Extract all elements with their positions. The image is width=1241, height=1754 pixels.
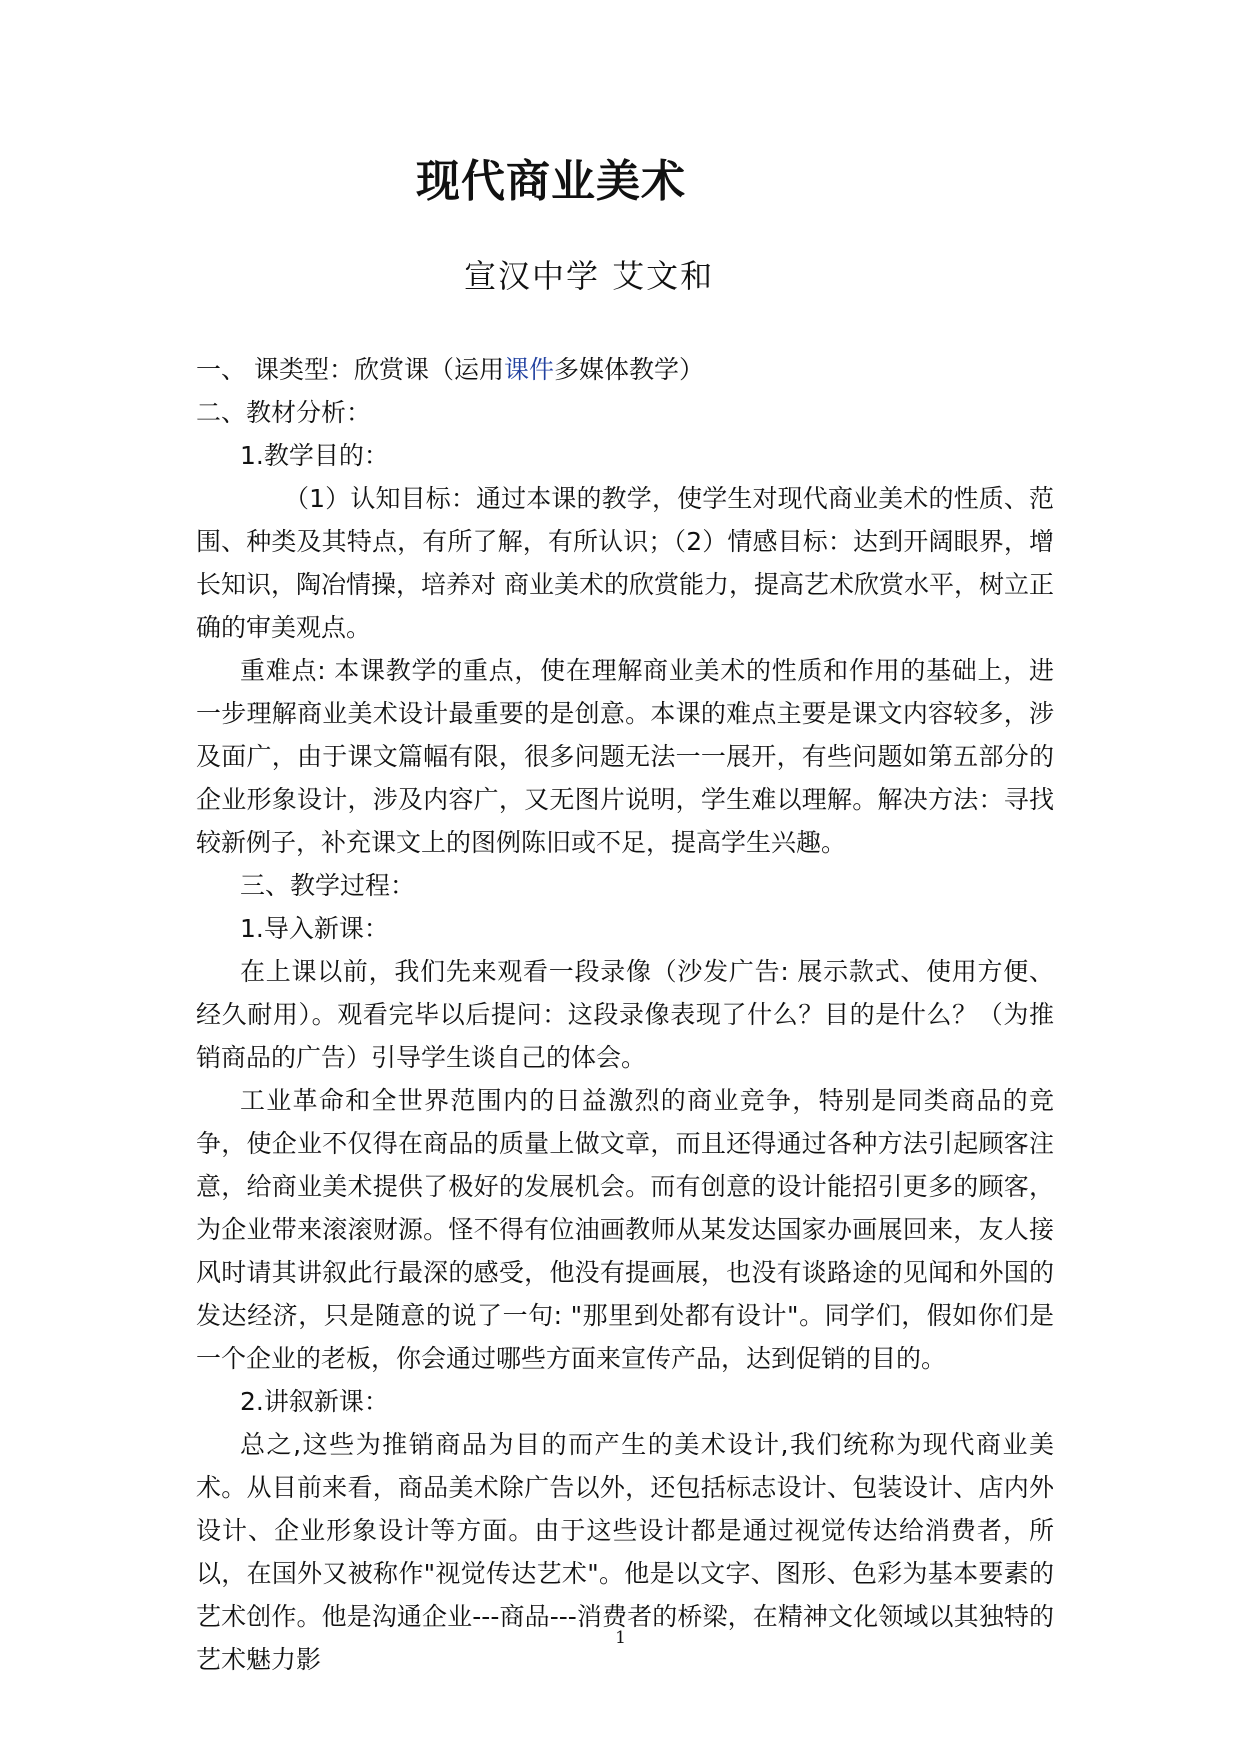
author-line: 宣汉中学 艾文和	[464, 257, 715, 295]
course-type-suffix: 多媒体教学）	[553, 355, 704, 384]
paragraph-industrial-revolution: 工业革命和全世界范围内的日益激烈的商业竞争，特别是同类商品的竞争，使企业不仅得在商品的质量上做文章，而且还得通过各种方法引起顾客注意，给商业美术提供了极好的发展机会。而有创意的设计能招引更多的顾客，为企业带来滚滚财源。怪不得有位油画教师从某发达国家办画展回来，友人接风时请其讲叙此行最深的感受，他没有提画展，也没有谈路途的见闻和外国的发达经济，只是随意的说了一句: "那里到处都有设计"。同学们，假如你们是一个企业的老板，你会通过哪些方面来宣传产品，达到促销的目的。	[196, 1086, 1054, 1373]
courseware-link[interactable]: 课件	[503, 355, 554, 384]
page-number: 1	[615, 1628, 626, 1648]
paragraph-goals: （1）认知目标：通过本课的教学，使学生对现代商业美术的性质、范围、种类及其特点，有所了解，有所认识；（2）情感目标：达到开阔眼界，增长知识，陶冶情操，培养对 商业美术的欣赏能力，提高艺术欣赏水平，树立正确的审美观点。	[196, 484, 1054, 642]
document-title: 现代商业美术	[416, 156, 686, 207]
document-body	[196, 348, 1054, 1681]
subsection-introduction: 1.导入新课：	[240, 914, 389, 943]
section-teaching-process: 三、教学过程：	[240, 871, 416, 900]
section-course-type	[196, 348, 1054, 391]
subsection-new-lesson: 2.讲叙新课：	[240, 1387, 389, 1416]
paragraph-video-intro: 在上课以前，我们先来观看一段录像（沙发广告: 展示款式、使用方便、经久耐用）。观看完毕以后提问：这段录像表现了什么？目的是什么？（为推销商品的广告）引导学生谈自己的体会。	[196, 957, 1054, 1072]
course-type-prefix: 一、 课类型：欣赏课（运用	[196, 355, 504, 384]
paragraph-summary: 总之,这些为推销商品为目的而产生的美术设计,我们统称为现代商业美术。从目前来看，商品美术除广告以外，还包括标志设计、包装设计、店内外设计、企业形象设计等方面。由于这些设计都是通过视觉传达给消费者，所以，在国外又被称作"视觉传达艺术"。他是以文字、图形、色彩为基本要素的艺术创作。他是沟通企业---商品---消费者的桥梁，在精神文化领域以其独特的艺术魅力影	[196, 1430, 1054, 1674]
paragraph-key-points: 重难点: 本课教学的重点，使在理解商业美术的性质和作用的基础上，进一步理解商业美术设计最重要的是创意。本课的难点主要是课文内容较多，涉及面广，由于课文篇幅有限，很多问题无法一一展开，有些问题如第五部分的企业形象设计，涉及内容广，又无图片说明，学生难以理解。解决方法：寻找较新例子，补充课文上的图例陈旧或不足，提高学生兴趣。	[196, 656, 1054, 857]
subsection-teaching-goal: 1.教学目的：	[240, 441, 389, 470]
section-material-analysis: 二、教材分析：	[196, 398, 372, 427]
